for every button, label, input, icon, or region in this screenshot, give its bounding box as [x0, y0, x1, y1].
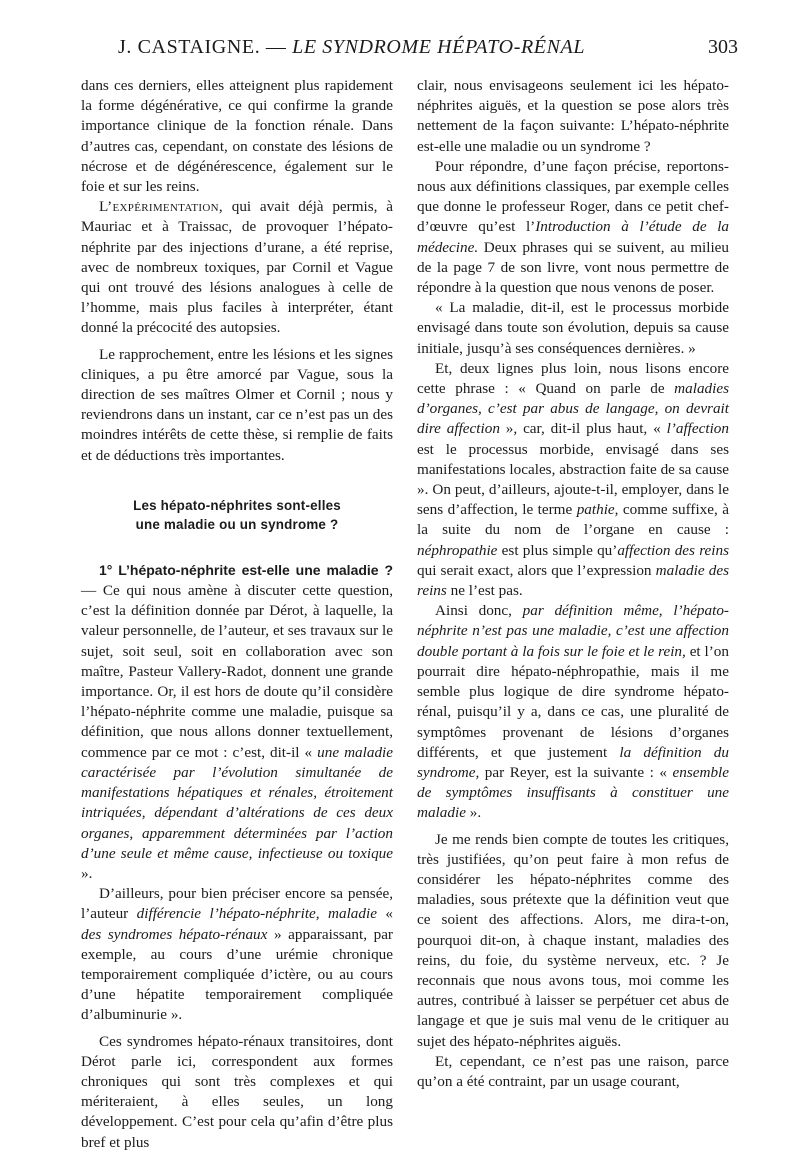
header-author: J. CASTAIGNE.: [118, 36, 261, 58]
paragraph: clair, nous envisageons seulement ici les hépato-néphrites aiguës, et la question se pose alors très nettement de la façon suivante: L’hépato-néphrite est-elle une maladie ou un syndrome ?: [417, 77, 729, 155]
paragraph: L’expérimentation, qui avait déjà permis, à Mauriac et à Traissac, de provoquer l’hépato-néphrite par des injections d’urane, a été reprise, avec de nombreux toxiques, par Cornil et Vague qui ont trouvé des lésions analogues à celle de l’homme, mais plus faciles à interpréter, étant donné la précocité des autopsies.: [81, 198, 393, 337]
left-column: [81, 76, 393, 1153]
paragraph: Ces syndromes hépato-rénaux transitoires, dont Dérot parle ici, correspondent aux formes chroniques qui sont très complexes et qui mériteraient, à elles seules, un long développement. C’est pour cela qu’afin d’être plus bref et plus: [81, 1032, 393, 1151]
paragraph: Pour répondre, d’une façon précise, reportons-nous aux définitions classiques, par exemple celles que donne le professeur Roger, dans ce petit chef-d’œuvre qu’est l’Introduction à l’étude de la médecine. Deux phrases qui se suivent, au milieu de la page 7 de son livre, vont nous permettre de répondre à la question que nous venons de poser.: [417, 157, 730, 297]
page-number: 303: [708, 36, 738, 58]
paragraph: 1° L’hépato-néphrite est-elle une maladie ? — Ce qui nous amène à discuter cette question, c’est la définition donnée par Dérot, à laquelle, la valeur personnelle, de l’auteur, et ses travaux sur le sujet, soit seul, soit en collaboration avec son maître, Pasteur Vallery-Radot, donnent une grande importance. Or, il est hors de doute qu’il considère l’hépato-néphrite comme une maladie, puisque sa définition, que nous allons donner textuellement, commence par ce mot : c’est, dit-il « une maladie caractérisée par l’évolution simultanée de manifestations hépatiques et rénales, étroitement intriquées, dépendant d’altérations de ces deux organes, apparemment déterminées par l’action d’une seule et même cause, infectieuse ou toxique ».: [81, 561, 393, 882]
section-heading-line: Les hépato-néphrites sont-elles: [133, 497, 341, 513]
paragraph: Le rapprochement, entre les lésions et les signes cliniques, a pu être amorcé par Vague, sous la direction de ses maîtres Olmer et Cornil ; nous y reviendrons dans un instant, car ce n’est pas un des moindres intérêts de cette thèse, si remplie de faits et de déductions très importantes.: [81, 345, 393, 464]
lead-word: L’expérimentation,: [99, 198, 223, 216]
running-header: [78, 36, 738, 59]
header-dash: —: [265, 36, 287, 58]
paragraph: dans ces derniers, elles atteignent plus rapidement la forme dégénérative, ce qui confirme la grande importance clinique de la fonction rénale. Dans d’autres cas, cependant, on constate des lésions de nécrose et de dégénérescence, également sur le foie et sur les reins.: [81, 77, 393, 196]
right-column: [417, 76, 729, 1092]
paragraph: Et, cependant, ce n’est pas une raison, parce qu’on a été contraint, par un usage courant,: [417, 1052, 729, 1090]
running-title: [118, 36, 585, 59]
subsection-heading: 1° L’hépato-néphrite est-elle une maladie ?: [99, 561, 393, 578]
paragraph: Et, deux lignes plus loin, nous lisons encore cette phrase : « Quand on parle de maladies d’organes, c’est par abus de langage, on devrait dire affection », car, dit-il plus haut, « l’affection est le processus morbide, envisagé dans ses manifestations locales, abstraction faite de sa cause ». On peut, d’ailleurs, ajoute-t-il, employer, dans le sens d’affection, le terme pathie, comme suffixe, à la suite du nom de l’organe en cause : néphropathie est plus simple qu’affection des reins qui serait exact, alors que l’expression maladie des reins ne l’est pas.: [417, 359, 730, 600]
header-subject: LE SYNDROME HÉPATO-RÉNAL: [292, 36, 586, 58]
section-heading: [81, 496, 393, 534]
paragraph: Je me rends bien compte de toutes les critiques, très justifiées, qu’on peut faire à mon refus de considérer les hépato-néphrites comme des maladies, sous prétexte que la définition veut que ce soient des affections. Alors, me dira-t-on, pourquoi dit-on, à chaque instant, maladies des reins, du foie, du système nerveux, etc. ? Je reconnais que nous avons tous, moi comme les autres, contribué à laisser se perpétuer cet abus de langage et que je suis mal venu de le critiquer au sujet des hépato-néphrites aiguës.: [417, 830, 729, 1050]
paragraph: « La maladie, dit-il, est le processus morbide envisagé dans toute son évolution, depuis sa cause initiale, jusqu’à ses conséquences dernières. »: [417, 299, 729, 357]
section-heading-line: une maladie ou un syndrome ?: [135, 516, 339, 532]
paragraph: Ainsi donc, par définition même, l’hépato-néphrite n’est pas une maladie, c’est une affection double portant à la fois sur le foie et le rein, et l’on pourrait dire hépato-néphropathie, mais il me semble plus logique de dire syndrome hépato-rénal, puisqu’il y a, dans ce cas, une pluralité de symptômes provenant de lésions d’organes différents, et que justement la définition du syndrome, par Reyer, est la suivante : « ensemble de symptômes insuffisants à constituer une maladie ».: [417, 602, 729, 822]
paragraph: D’ailleurs, pour bien préciser encore sa pensée, l’auteur différencie l’hépato-néphrite, maladie « des syndromes hépato-rénaux » apparaissant, par exemple, au cours d’une urémie chronique temporairement compliquée d’ictère, ou au cours d’une hépatite temporairement compliquée d’albuminurie ».: [81, 885, 393, 1024]
